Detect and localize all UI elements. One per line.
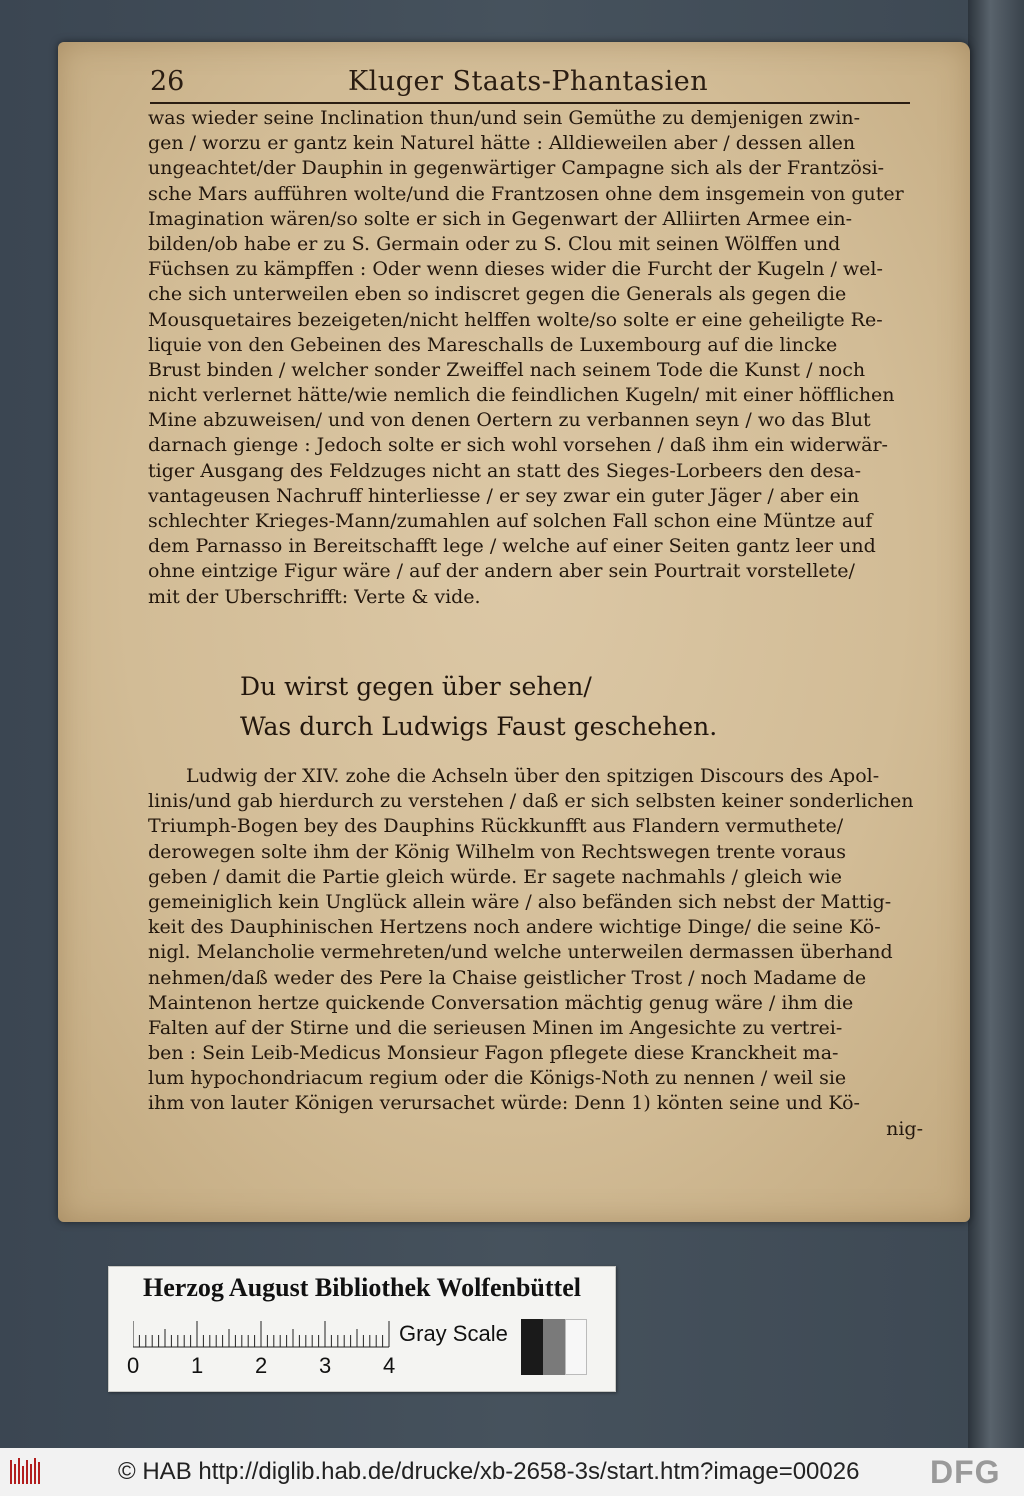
ruler-number: 1: [191, 1353, 204, 1378]
ruler-number: 0: [127, 1353, 140, 1378]
text-line: linis/und gab hierdurch zu verstehen / daß er sich selbsten keiner sonderlichen: [148, 790, 914, 813]
text-line: Brust binden / welcher sonder Zweiffel nach seinem Tode die Kunst / noch: [148, 358, 866, 381]
text-line: sche Mars aufführen wolte/und die Frantzosen ohne dem insgemein von guter: [148, 182, 904, 205]
verse-line-1: Du wirst gegen über sehen/: [240, 672, 592, 701]
text-line: derowegen solte ihm der König Wilhelm von Rechtswegen trente voraus: [148, 840, 846, 863]
text-line: lum hypochondriacum regium oder die Königs-Noth zu nennen / weil sie: [148, 1067, 847, 1090]
text-line: ohne eintzige Figur wäre / auf der andern aber sein Pourtrait vorstellete/: [148, 560, 855, 583]
text-line: bilden/ob habe er zu S. Germain oder zu S. Clou mit seinen Wölffen und: [148, 232, 841, 255]
text-line: che sich unterweilen eben so indiscret gegen die Generals als gegen die: [148, 283, 847, 306]
page-header: [150, 62, 910, 104]
text-line: vantageusen Nachruff hinterliesse / er sey zwar ein guter Jäger / aber ein: [148, 484, 860, 507]
text-line: gemeiniglich kein Unglück allein wäre / also befänden sich nebst der Mattig-: [148, 890, 892, 913]
text-line: Imagination wären/so solte er sich in Gegenwart der Alliirten Armee ein-: [148, 207, 853, 230]
page-number: 26: [150, 66, 185, 97]
book-spine: [968, 0, 1024, 1448]
text-line: Mousquetaires bezeigeten/nicht helffen wolte/so solte er eine geheiligte Re-: [148, 308, 883, 331]
body-text-2: [148, 764, 923, 1142]
running-head: Kluger Staats-Phantasien: [348, 66, 709, 97]
viewer-footer: [0, 1448, 1024, 1496]
text-line: Ludwig der XIV. zohe die Achseln über den spitzigen Discours des Apol-: [186, 765, 880, 787]
text-line: ben : Sein Leib-Medicus Monsieur Fagon pflegete diese Kranckheit ma-: [148, 1042, 839, 1065]
text-line: geben / damit die Partie gleich würde. Er sagete nachmahls / gleich wie: [148, 865, 842, 888]
text-line: Falten auf der Stirne und die serieusen Minen im Angesichte zu vertrei-: [148, 1016, 843, 1039]
text-line: nigl. Melancholie vermehreten/und welche unterweilen dermassen überhand: [148, 941, 893, 964]
gray-swatch-black: [521, 1319, 543, 1375]
text-line: mit der Uberschrifft: Verte & vide.: [148, 585, 481, 608]
body-text: [148, 106, 923, 610]
text-line: ungeachtet/der Dauphin in gegenwärtiger Campagne sich als der Frantzösi-: [148, 157, 885, 180]
text-line: gen / worzu er gantz kein Naturel hätte : Alldieweilen aber / dessen allen: [148, 132, 856, 155]
dfg-logo: DFG: [930, 1454, 1001, 1490]
copyright-url[interactable]: © HAB http://diglib.hab.de/drucke/xb-2658-3s/start.htm?image=00026: [118, 1458, 860, 1485]
ruler-number: 3: [319, 1353, 332, 1378]
library-name: Herzog August Bibliothek Wolfenbüttel: [143, 1273, 581, 1302]
catchword: nig-: [886, 1117, 923, 1140]
gray-swatch-mid: [543, 1319, 565, 1375]
text-line: Füchsen zu kämpffen : Oder wenn dieses wider die Furcht der Kugeln / wel-: [148, 258, 883, 281]
text-line: dem Parnasso in Bereitschafft lege / welche auf einer Seiten gantz leer und: [148, 535, 876, 558]
text-line: ihm von lauter Königen verursachet würde: Denn 1) könten seine und Kö-: [148, 1092, 860, 1115]
text-line: nehmen/daß weder des Pere la Chaise geistlicher Trost / noch Madame de: [148, 966, 867, 989]
text-line: darnach gienge : Jedoch solte er sich wohl vorsehen / daß ihm ein widerwär-: [148, 434, 888, 457]
library-label-card: [108, 1266, 616, 1392]
text-line: nicht verlernet hätte/wie nemlich die feindlichen Kugeln/ mit einer höfflichen: [148, 384, 895, 407]
text-line: schlechter Krieges-Mann/zumahlen auf solchen Fall schon eine Müntze auf: [148, 510, 873, 532]
text-line: Triumph-Bogen bey des Dauphins Rückkunfft aus Flandern vermuthete/: [148, 815, 844, 838]
gray-scale-label: Gray Scale: [399, 1321, 508, 1346]
text-line: liquie von den Gebeinen des Mareschalls de Luxembourg auf die lincke: [148, 333, 838, 356]
verse-line-2: Was durch Ludwigs Faust geschehen.: [240, 712, 718, 741]
text-line: tiger Ausgang des Feldzuges nicht an statt des Sieges-Lorbeers den desa-: [148, 459, 862, 482]
gray-swatch-white: [565, 1319, 587, 1375]
text-line: Mine abzuweisen/ und von denen Oertern zu verbannen seyn / wo das Blut: [148, 409, 871, 432]
text-line: Maintenon hertze quickende Conversation mächtig genug wäre / ihm die: [148, 991, 854, 1014]
text-line: keit des Dauphinischen Hertzens noch andere wichtige Dinge/ die seine Kö-: [148, 916, 881, 939]
ruler-number: 2: [255, 1353, 268, 1378]
text-line: was wieder seine Inclination thun/und sein Gemüthe zu demjenigen zwin-: [148, 107, 861, 129]
ruler-scale: [133, 1319, 433, 1349]
ruler-number: 4: [383, 1353, 396, 1378]
hab-barcode-logo: [10, 1456, 40, 1488]
ruler-numbers: [123, 1353, 423, 1381]
